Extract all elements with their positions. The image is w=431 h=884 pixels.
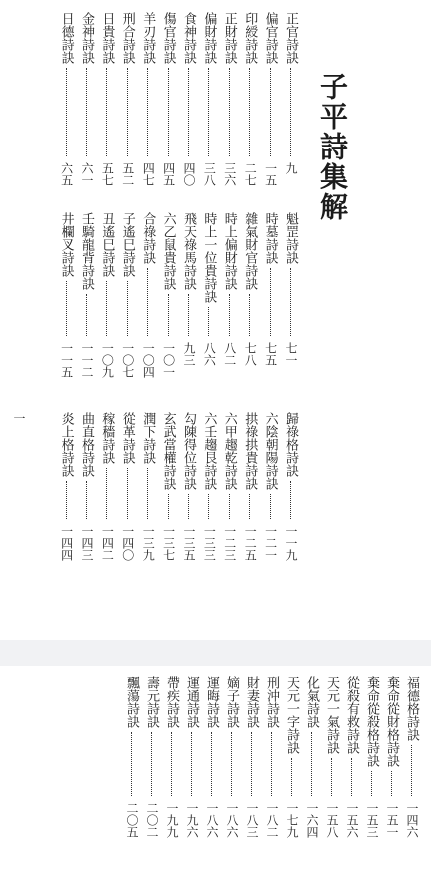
- toc-leader-dots: [147, 468, 148, 519]
- toc-entry-page: 三六: [222, 162, 237, 186]
- toc-entry-page: 一二一: [263, 525, 278, 561]
- toc-leader-dots: [168, 494, 169, 519]
- toc-leader-dots: [290, 481, 291, 519]
- toc-leader-dots: [188, 494, 189, 519]
- toc-entry-title: 偏官詩訣: [262, 12, 278, 64]
- toc-leader-dots: [66, 481, 67, 519]
- toc-leader-dots: [208, 68, 209, 156]
- toc-entry-page: 一〇九: [100, 342, 115, 378]
- toc-entry-title: 飛天祿馬詩訣: [181, 212, 196, 290]
- toc-entry-page: 一四〇: [120, 525, 135, 561]
- toc-entry-page: 一八六: [205, 802, 219, 838]
- toc-entry-page: 五二: [120, 162, 135, 186]
- toc-entry-page: 二七: [243, 162, 258, 186]
- toc-entry-page: 一二五: [243, 525, 258, 561]
- toc-entry-page: 四七: [141, 162, 156, 186]
- toc-leader-dots: [351, 758, 352, 796]
- toc-entry-page: 七八: [243, 342, 258, 366]
- toc-entry-title: 福德格詩訣: [404, 676, 419, 741]
- toc-entry-page: 六一: [80, 162, 94, 186]
- page-2: [0, 666, 431, 884]
- toc-leader-dots: [271, 732, 272, 796]
- toc-entry-title: 天元一字詩訣: [284, 676, 299, 754]
- toc-leader-dots: [229, 494, 230, 519]
- toc-entry-title: 合祿詩訣: [140, 212, 156, 264]
- toc-entry-title: 時上一位貴詩訣: [201, 212, 217, 303]
- toc-leader-dots: [231, 732, 232, 796]
- book-title: 子平詩集解: [316, 72, 349, 222]
- toc-entry-title: 正官詩訣: [283, 12, 298, 64]
- toc-entry-page: 一四四: [59, 525, 74, 561]
- toc-entry-page: 一一二: [80, 342, 94, 378]
- toc-entry-title: 金神詩訣: [79, 12, 94, 64]
- toc-entry-page: 一四三: [80, 525, 94, 561]
- toc-entry-title: 時上偏財詩訣: [221, 212, 237, 290]
- toc-entry-page: 九三: [182, 342, 196, 366]
- toc-leader-dots: [66, 68, 67, 156]
- toc-entry-title: 稼穡詩訣: [99, 412, 115, 464]
- toc-entry-page: 一八六: [225, 802, 239, 838]
- toc-entry-page: 三八: [202, 162, 217, 186]
- toc-entry-title: 子遙巳詩訣: [119, 212, 135, 277]
- toc-entry-page: 一九九: [165, 802, 179, 838]
- toc-entry-title: 曲直格詩訣: [79, 412, 94, 477]
- toc-leader-dots: [191, 732, 192, 796]
- toc-leader-dots: [208, 307, 209, 336]
- toc-entry-page: 七一: [284, 342, 298, 366]
- toc-entry-title: 潤下詩訣: [140, 412, 156, 464]
- toc-entry-page: 一一九: [284, 525, 298, 561]
- toc-entry-title: 運晦詩訣: [204, 676, 219, 728]
- toc-leader-dots: [311, 732, 312, 796]
- toc-entry-page: 七五: [263, 342, 278, 366]
- toc-entry-page: 五七: [100, 162, 115, 186]
- toc-leader-dots: [249, 68, 250, 156]
- toc-entry-title: 六甲趨乾詩訣: [221, 412, 237, 490]
- toc-leader-dots: [127, 68, 128, 156]
- toc-leader-dots: [86, 294, 87, 336]
- toc-leader-dots: [66, 281, 67, 336]
- toc-entry-title: 偏財詩訣: [201, 12, 217, 64]
- toc-entry-title: 壽元詩訣: [144, 676, 159, 728]
- toc-entry-title: 丑遙巳詩訣: [99, 212, 115, 277]
- toc-entry-page: 一一五: [59, 342, 74, 378]
- toc-entry-title: 羊刃詩訣: [140, 12, 156, 64]
- toc-leader-dots: [131, 732, 132, 796]
- toc-entry-page: 一六四: [305, 802, 319, 838]
- toc-entry-page: 一四二: [100, 525, 115, 561]
- toc-entry-title: 歸祿格詩訣: [283, 412, 298, 477]
- toc-entry-title: 壬騎龍背詩訣: [79, 212, 94, 290]
- toc-entry-title: 刑合詩訣: [119, 12, 135, 64]
- toc-leader-dots: [229, 68, 230, 156]
- toc-entry-page: 一五八: [325, 802, 339, 838]
- toc-leader-dots: [290, 268, 291, 336]
- toc-entry-page: 一〇四: [141, 342, 156, 378]
- toc-leader-dots: [127, 281, 128, 336]
- toc-entry-title: 玄武當權詩訣: [160, 412, 176, 490]
- toc-entry-title: 棄命從殺格詩訣: [364, 676, 379, 767]
- toc-entry-page: 一七九: [285, 802, 299, 838]
- toc-entry-title: 傷官詩訣: [160, 12, 176, 64]
- toc-leader-dots: [249, 294, 250, 336]
- toc-leader-dots: [188, 68, 189, 156]
- toc-entry-page: 一三七: [161, 525, 176, 561]
- toc-entry-page: 一九六: [185, 802, 199, 838]
- toc-leader-dots: [229, 294, 230, 336]
- toc-leader-dots: [147, 268, 148, 336]
- toc-leader-dots: [86, 68, 87, 156]
- toc-leader-dots: [188, 294, 189, 336]
- toc-entry-title: 正財詩訣: [221, 12, 237, 64]
- toc-entry-title: 財妻詩訣: [244, 676, 259, 728]
- toc-leader-dots: [291, 758, 292, 796]
- toc-entry-page: 一四六: [405, 802, 419, 838]
- toc-leader-dots: [249, 494, 250, 519]
- toc-entry-title: 嫡子詩訣: [224, 676, 239, 728]
- toc-entry-title: 棄命從財格詩訣: [384, 676, 399, 767]
- toc-entry-title: 刑沖詩訣: [264, 676, 279, 728]
- toc-leader-dots: [371, 771, 372, 796]
- toc-entry-page: 四五: [161, 162, 176, 186]
- toc-leader-dots: [106, 68, 107, 156]
- toc-entry-title: 從革詩訣: [119, 412, 135, 464]
- toc-entry-page: 六五: [59, 162, 74, 186]
- toc-leader-dots: [211, 732, 212, 796]
- toc-leader-dots: [391, 771, 392, 796]
- toc-leader-dots: [171, 732, 172, 796]
- toc-entry-page: 一三五: [182, 525, 196, 561]
- toc-entry-page: 四〇: [182, 162, 196, 186]
- toc-entry-title: 六乙鼠貴詩訣: [160, 212, 176, 290]
- toc-leader-dots: [106, 468, 107, 519]
- toc-leader-dots: [86, 481, 87, 519]
- toc-entry-title: 飄蕩詩訣: [124, 676, 139, 728]
- toc-entry-title: 六壬趨艮詩訣: [201, 412, 217, 490]
- toc-entry-title: 印綬詩訣: [242, 12, 258, 64]
- toc-entry-title: 勾陳得位詩訣: [181, 412, 196, 490]
- toc-entry-page: 一〇七: [120, 342, 135, 378]
- toc-leader-dots: [251, 732, 252, 796]
- toc-entry-title: 天元一氣詩訣: [324, 676, 339, 754]
- toc-entry-page: 一八二: [265, 802, 279, 838]
- toc-entry-page: 二〇五: [125, 802, 139, 838]
- toc-entry-page: 一五: [263, 162, 278, 186]
- toc-entry-page: 一三三: [202, 525, 217, 561]
- toc-entry-title: 日貴詩訣: [99, 12, 115, 64]
- toc-leader-dots: [270, 268, 271, 336]
- toc-entry-title: 從殺有救詩訣: [344, 676, 359, 754]
- toc-entry-page: 八六: [202, 342, 217, 366]
- page-number: 一: [12, 412, 26, 424]
- toc-entry-page: 二〇二: [145, 802, 159, 838]
- toc-entry-title: 時墓詩訣: [262, 212, 278, 264]
- toc-entry-title: 日德詩訣: [58, 12, 74, 64]
- toc-entry-page: 九: [284, 162, 298, 174]
- toc-leader-dots: [290, 68, 291, 156]
- toc-entry-title: 炎上格詩訣: [58, 412, 74, 477]
- toc-entry-page: 八二: [222, 342, 237, 366]
- toc-entry-title: 帶疾詩訣: [164, 676, 179, 728]
- toc-entry-title: 化氣詩訣: [304, 676, 319, 728]
- toc-leader-dots: [151, 732, 152, 796]
- toc-entry-title: 魁罡詩訣: [283, 212, 298, 264]
- toc-entry-title: 井欄叉詩訣: [58, 212, 74, 277]
- toc-leader-dots: [411, 745, 412, 796]
- toc-entry-title: 食神詩訣: [181, 12, 196, 64]
- toc-leader-dots: [147, 68, 148, 156]
- toc-leader-dots: [270, 68, 271, 156]
- toc-entry-page: 一八三: [245, 802, 259, 838]
- toc-entry-page: 一〇一: [161, 342, 176, 378]
- toc-entry-page: 一二三: [222, 525, 237, 561]
- toc-entry-page: 一五一: [385, 802, 399, 838]
- toc-leader-dots: [331, 758, 332, 796]
- toc-entry-title: 雜氣財官詩訣: [242, 212, 258, 290]
- toc-leader-dots: [208, 494, 209, 519]
- toc-entry-title: 六陰朝陽詩訣: [262, 412, 278, 490]
- toc-entry-page: 一五六: [345, 802, 359, 838]
- toc-entry-title: 運通詩訣: [184, 676, 199, 728]
- toc-entry-page: 一五三: [365, 802, 379, 838]
- toc-leader-dots: [168, 68, 169, 156]
- toc-leader-dots: [127, 468, 128, 519]
- toc-leader-dots: [270, 494, 271, 519]
- toc-entry-title: 拱祿拱貴詩訣: [242, 412, 258, 490]
- toc-leader-dots: [168, 294, 169, 336]
- toc-leader-dots: [106, 281, 107, 336]
- toc-entry-page: 一三九: [141, 525, 156, 561]
